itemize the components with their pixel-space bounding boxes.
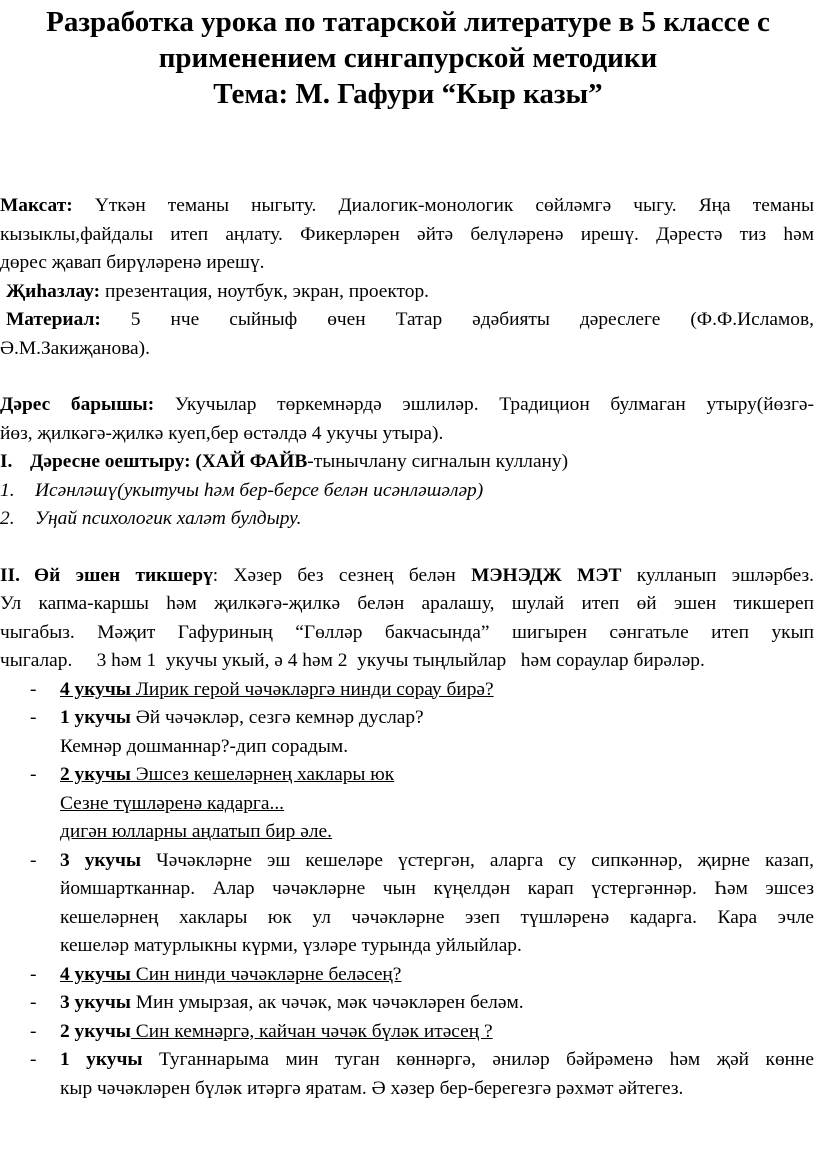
dash-bullet: - — [30, 849, 37, 871]
dialog-line-2: Кемнәр дошманнар?-дип сорадым. — [60, 735, 349, 757]
item-number: 1. — [0, 479, 15, 501]
material-text-1: 5 нче сыйныф өчен Татар әдәбияты дәреслеге (Ф.Ф.Исламов, — [100, 309, 814, 330]
title-line-2: применением сингапурской методики — [158, 42, 658, 74]
dialog-line-4: кешеләр матурлыкны күрми, үзләре турында уйлыйлар. — [60, 935, 522, 956]
document-body — [0, 192, 814, 1103]
dialog-line — [60, 704, 814, 733]
section-2-text-a: : Хәзер без сезнең белән — [212, 564, 472, 586]
dares-line-2: йөз, җилкәгә-җилкә куеп,бер өстәлдә 4 укучы утыра). — [0, 422, 444, 444]
dash-bullet: - — [30, 1020, 37, 1042]
speaker: 1 укучы — [60, 1049, 143, 1070]
dialog-item-1 — [0, 676, 814, 705]
dialog-line — [60, 676, 814, 705]
speaker: 3 укучы — [60, 849, 142, 871]
section-1-item-2 — [0, 505, 814, 534]
speaker: 2 укучы — [60, 764, 131, 785]
section-2-label: Өй эшен тикшерү — [34, 564, 213, 586]
dialog-text: Син кемнәргә, кайчан чәчәк бүләк итәсең ? — [130, 1020, 493, 1042]
dialog-line-3: кешеләрнең хаклары юк ул чәчәкләрне эзеп түшләренә кадарга. Кара эчле — [60, 906, 814, 928]
section-2-text-b: кулланып эшләрбез. — [621, 564, 814, 586]
material-label: Материал: — [6, 309, 101, 330]
section-1-heading — [0, 448, 814, 477]
dares-line-1 — [0, 391, 814, 420]
speaker: 3 укучы — [60, 992, 131, 1013]
jihazlau-paragraph — [0, 278, 814, 307]
section-1-label: Дәресне оештыру: (ХАЙ ФАЙВ — [30, 451, 308, 472]
jihazlau-text: презентация, ноутбук, экран, проектор. — [100, 280, 429, 302]
dialog-line — [60, 847, 814, 876]
item-number: 2. — [0, 508, 15, 529]
material-line-2: Ә.М.Закиҗанова). — [0, 337, 150, 359]
speaker: 4 укучы — [60, 963, 131, 985]
dash-bullet: - — [30, 764, 37, 785]
dialog-text: Әй чәчәкләр, сезгә кемнәр дуслар? — [130, 707, 424, 728]
dialog-line-2: йомшартканнар. Алар чәчәкләрне чын күңелдән карап үстергәннәр. Һәм эшсез — [60, 878, 814, 899]
dialog-line — [60, 761, 814, 790]
dialog-item-2 — [0, 704, 814, 761]
dash-bullet: - — [30, 678, 37, 700]
jihazlau-label: Җиһазлау: — [6, 280, 101, 302]
section-2-number: II. — [0, 564, 20, 586]
dares-text-1: Укучылар төркемнәрдә эшлиләр. Традицион булмаган утыру(йөзгә- — [154, 394, 814, 415]
dares-label: Дәрес барышы: — [0, 394, 155, 415]
maksat-label: Максат: — [0, 195, 73, 216]
dialog-text: Эшсез кешеләрнең хаклары юк — [130, 764, 395, 785]
section-1-item-1 — [0, 477, 814, 506]
dialog-item-4 — [0, 847, 814, 961]
dialog-item-6 — [0, 989, 814, 1018]
section-2-line-1 — [0, 562, 814, 591]
maksat-line-1 — [0, 192, 814, 221]
title-line-1: Разработка урока по татарской литературе в 5 классе с — [46, 6, 770, 38]
maksat-line-2: кызыклы,файдалы итеп аңлату. Фикерләрен әйтә белүләренә ирешү. Дәрестә тиз һәм — [0, 223, 814, 245]
dialog-text: Туганнарыма мин туган көннәргә, әниләр бәйрәменә һәм җәй көнне — [142, 1049, 814, 1070]
dialog-line — [60, 961, 814, 990]
item-text: Исәнләшү(укытучы һәм бер-берсе белән исәнләшәләр) — [35, 479, 484, 501]
dialog-text: Чәчәкләрне эш кешеләре үстергән, аларга су сипкәннәр, җирне казап, — [141, 849, 814, 871]
spacer — [0, 363, 814, 391]
dialog-line — [60, 1018, 814, 1047]
item-text: Уңай психологик халәт булдыру. — [35, 508, 302, 529]
speaker: 2 укучы — [60, 1020, 131, 1042]
dialog-line — [60, 989, 814, 1018]
title-line-3: Тема: М. Гафури “Кыр казы” — [213, 78, 603, 110]
document-title — [0, 4, 816, 112]
section-2-line-3: чыгабыз. Мәҗит Гафуриның “Гөлләр бакчасында” шигырен сәнгатьле итеп укып — [0, 621, 814, 643]
section-2-method: МЭНЭДЖ МЭТ — [471, 564, 622, 586]
dash-bullet: - — [30, 963, 37, 985]
dialog-line-2: Сезне түшләренә кадарга... — [60, 792, 285, 814]
section-1-number: I. — [0, 451, 13, 472]
dash-bullet: - — [30, 992, 37, 1013]
dialog-text: Лирик герой чәчәкләргә нинди сорау бирә? — [130, 678, 494, 700]
section-1-text: -тынычлану сигналын куллану) — [307, 451, 569, 472]
speaker: 4 укучы — [60, 678, 131, 700]
spacer — [0, 534, 814, 562]
maksat-line-3: дөрес җавап бирүләренә ирешү. — [0, 252, 265, 273]
material-line-1 — [0, 306, 814, 335]
maksat-text-1: Үткән теманы ныгыту. Диалогик-монологик сөйләмгә чыгу. Яңа теманы — [72, 195, 814, 216]
dialog-text: Син нинди чәчәкләрне беләсең? — [130, 963, 402, 985]
dialog-item-3 — [0, 761, 814, 847]
dash-bullet: - — [30, 1049, 37, 1070]
section-2-line-2: Ул капма-каршы һәм җилкәгә-җилкә белән аралашу, шулай итеп өй эшен тикшереп — [0, 593, 814, 614]
speaker: 1 укучы — [60, 707, 131, 728]
dialog-line-3: дигән юлларны аңлатып бир әле. — [60, 821, 332, 842]
section-2-line-4: чыгалар. 3 һәм 1 укучы укый, ә 4 һәм 2 укучы тыңлыйлар һәм сораулар бирәләр. — [0, 650, 705, 671]
dialog-item-7 — [0, 1018, 814, 1047]
dialog-text: Мин умырзая, ак чәчәк, мәк чәчәкләрен беләм. — [130, 992, 524, 1013]
dialog-line-2: кыр чәчәкләрен бүләк итәргә яратам. Ә хәзер бер-берегезгә рәхмәт әйтегез. — [60, 1077, 684, 1099]
dialog-item-8 — [0, 1046, 814, 1103]
dialog-item-5 — [0, 961, 814, 990]
dash-bullet: - — [30, 707, 37, 728]
dialog-line — [60, 1046, 814, 1075]
